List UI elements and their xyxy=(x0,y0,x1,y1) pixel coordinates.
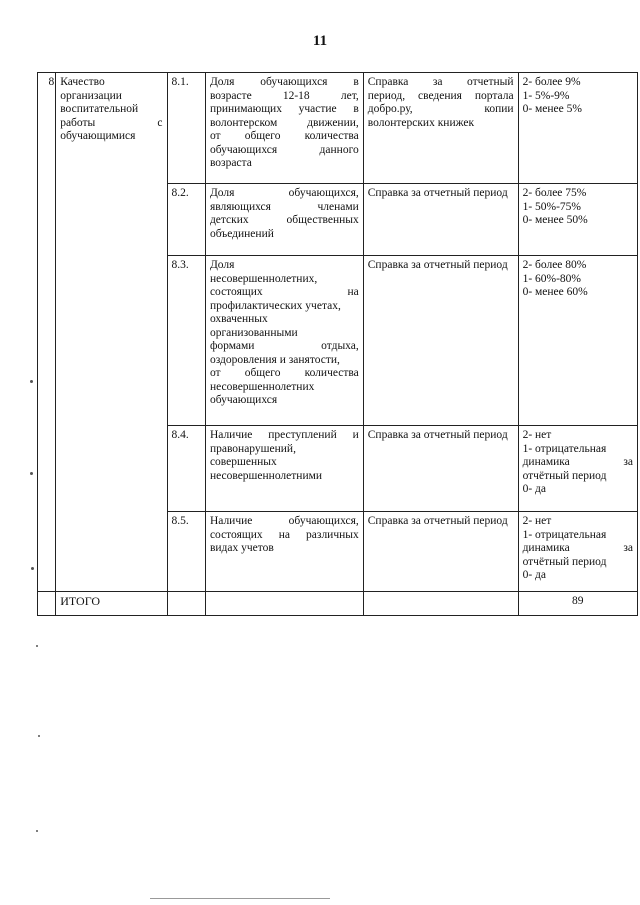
score-line: 2- нет xyxy=(522,429,552,441)
score-line: 1- отрицательная xyxy=(522,528,607,541)
score-cell xyxy=(518,512,637,592)
indicator-line: видах учетов xyxy=(209,542,274,554)
criteria-table xyxy=(37,72,638,616)
score-cell xyxy=(518,184,637,256)
source-line: Справка за отчетный xyxy=(367,76,514,88)
scan-speck xyxy=(38,735,40,737)
criterion-cell xyxy=(56,73,167,592)
scan-speck xyxy=(30,472,33,475)
indicator-line: правонарушений, xyxy=(209,442,296,455)
indicator-line: возраста xyxy=(209,157,252,169)
score-line: 0- да xyxy=(522,569,546,581)
indicator-cell xyxy=(205,256,363,426)
indicator-line: Наличие преступлений и xyxy=(209,429,359,441)
total-label: ИТОГО xyxy=(56,592,167,616)
score-line: динамика за xyxy=(522,456,633,468)
indicator-line: Наличие обучающихся, xyxy=(209,515,359,527)
indicator-line: охваченных xyxy=(209,313,268,325)
source-cell xyxy=(363,73,518,184)
score-cell xyxy=(518,73,637,184)
score-line: 0- менее 60% xyxy=(522,286,588,298)
source-cell xyxy=(363,512,518,592)
row-code: 8.2. xyxy=(167,184,205,256)
indicator-line: состоящих на различных xyxy=(209,528,359,541)
row-code: 8.3. xyxy=(167,256,205,426)
criterion-line: организации xyxy=(60,89,122,102)
criterion-line: воспитательной xyxy=(60,103,139,115)
indicator-line: Доля обучающихся, xyxy=(209,187,359,199)
source-line: волонтерских книжек xyxy=(367,116,475,129)
scan-line xyxy=(150,898,330,899)
indicator-line: Доля обучающихся в xyxy=(209,76,359,88)
score-line: 0- менее 5% xyxy=(522,103,582,115)
indicator-line: объединений xyxy=(209,227,274,240)
table-row xyxy=(38,73,638,184)
indicator-line: принимающих участие в xyxy=(209,103,359,115)
empty-cell xyxy=(38,592,56,616)
indicator-line: несовершеннолетними xyxy=(209,469,323,482)
indicator-cell xyxy=(205,184,363,256)
score-line: 2- нет xyxy=(522,515,552,527)
source-line: Справка за отчетный период xyxy=(367,515,508,527)
source-line: период, сведения портала xyxy=(367,89,514,102)
source-line: добро.ру, копии xyxy=(367,103,514,115)
indicator-line: являющихся членами xyxy=(209,200,359,213)
indicator-line: несовершеннолетних xyxy=(209,380,315,393)
indicator-line: состоящих на xyxy=(209,286,359,298)
indicator-line: детских общественных xyxy=(209,214,359,226)
source-line: Справка за отчетный период xyxy=(367,259,508,271)
score-line: 1- 5%-9% xyxy=(522,89,570,102)
score-line: 0- менее 50% xyxy=(522,214,588,226)
score-line: отчётный период xyxy=(522,555,607,568)
scan-speck xyxy=(31,567,34,570)
row-code: 8.1. xyxy=(167,73,205,184)
score-line: отчётный период xyxy=(522,469,607,482)
source-cell xyxy=(363,184,518,256)
empty-cell xyxy=(363,592,518,616)
indicator-line: организованными xyxy=(209,326,298,339)
score-cell xyxy=(518,426,637,512)
indicator-line: от общего количества xyxy=(209,130,359,142)
total-row xyxy=(38,592,638,616)
criterion-line: Качество xyxy=(60,76,105,88)
scan-speck xyxy=(36,830,38,832)
page-number: 11 xyxy=(312,33,328,49)
score-line: 1- 60%-80% xyxy=(522,272,582,285)
source-cell xyxy=(363,426,518,512)
indicator-cell xyxy=(205,512,363,592)
indicator-line: волонтерском движении, xyxy=(209,116,359,129)
indicator-line: формами отдыха, xyxy=(209,340,359,352)
total-value: 89 xyxy=(518,592,637,616)
indicator-line: возрасте 12-18 лет, xyxy=(209,89,359,102)
score-line: 2- более 80% xyxy=(522,259,587,271)
row-code: 8.5. xyxy=(167,512,205,592)
row-code: 8.4. xyxy=(167,426,205,512)
source-line: Справка за отчетный период xyxy=(367,187,508,199)
scan-speck xyxy=(30,380,33,383)
source-line: Справка за отчетный период xyxy=(367,429,508,441)
indicator-line: несовершеннолетних, xyxy=(209,272,318,285)
score-line: динамика за xyxy=(522,542,633,554)
indicator-line: от общего количества xyxy=(209,367,359,379)
source-cell xyxy=(363,256,518,426)
indicator-line: обучающихся xyxy=(209,394,278,406)
empty-cell xyxy=(167,592,205,616)
indicator-line: Доля xyxy=(209,259,235,271)
indicator-line: профилактических учетах, xyxy=(209,299,341,312)
indicator-cell xyxy=(205,426,363,512)
empty-cell xyxy=(205,592,363,616)
criterion-line: работы с xyxy=(60,116,163,129)
indicator-line: обучающихся данного xyxy=(209,143,359,156)
criterion-line: обучающимися xyxy=(60,130,136,142)
score-cell xyxy=(518,256,637,426)
indicator-line: совершенных xyxy=(209,456,277,468)
section-number: 8 xyxy=(38,73,56,592)
score-line: 1- отрицательная xyxy=(522,442,607,455)
indicator-cell xyxy=(205,73,363,184)
scan-speck xyxy=(36,645,38,647)
score-line: 0- да xyxy=(522,483,546,495)
score-line: 2- более 9% xyxy=(522,76,581,88)
score-line: 1- 50%-75% xyxy=(522,200,582,213)
score-line: 2- более 75% xyxy=(522,187,587,199)
indicator-line: оздоровления и занятости, xyxy=(209,353,340,366)
